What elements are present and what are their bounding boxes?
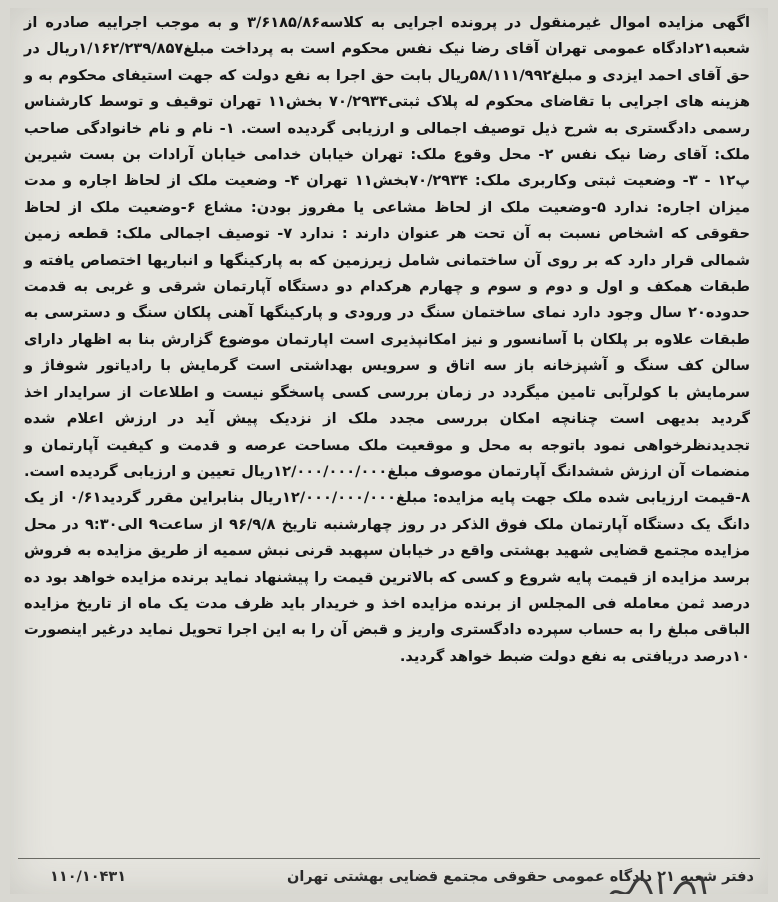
issuing-office: دفتر شعبه ۲۱ دادگاه عمومی حقوقی مجتمع قضایی بهشتی تهران — [286, 869, 754, 885]
notice-body: اگهی مزایده اموال غیرمنقول در پرونده اجرایی به کلاسه۳/۶۱۸۵/۸۶ و به موجب اجراییه صادره از شعبه۲۱دادگاه عمومی تهران آقای رضا نیک نفس محکوم است به پرداخت مبلغ۱/۱۶۲/۲۳۹/۸۵۷ریال در حق آقای احمد ایزدی و مبلغ۵۸/۱۱۱/۹۹۲ریال بابت حق اجرا به نفع دولت که جهت استیفای محکوم به و هزینه های اجرایی با تقاضای محکوم له پلاک ثبتی۷۰/۲۹۳۴ بخش۱۱ تهران توقیف و توسط کارشناس رسمی دادگستری به شرح ذیل توصیف اجمالی و ارزیابی گردیده است. ۱- نام و نام خانوادگی صاحب ملک: آقای رضا نیک نفس ۲- محل وقوع ملک: تهران خیابان خدامی خیابان آرادات بن بست شیرین پ۱۲ - ۳- وضعیت ثبتی وکاربری ملک: ۷۰/۲۹۳۴بخش۱۱ تهران ۴- وضعیت ملک از لحاظ اجاره و مدت میزان اجاره: ندارد ۵-وضعیت ملک از لحاظ مشاعی یا مفروز بودن: مشاع ۶-وضعیت ملک از لحاظ حقوقی که اشخاص نسبت به آن تحت هر عنوان دارند : ندارد ۷- توصیف اجمالی ملک: قطعه زمین شمالی قرار دارد که بر روی آن ساختمانی شامل زیرزمین که به پارکینگها و انباریها اختصاص یافته و طبقات همکف و اول و دوم و سوم و چهارم هرکدام دو دستگاه آپارتمان شرقی و غربی به قدمت حدوده۲۰ سال وجود دارد نمای ساختمان سنگ در ورودی و پارکینگها آهنی پلکان سنگ و دسترسی به طبقات علاوه بر پلکان با آسانسور و نیز امکانپذیری است اپارتمان موضوع گزارش بنا به اظهار دارای سالن کف سنگ و آشپزخانه باز سه اتاق و سرویس بهداشتی است گرمایش با رادیاتور شوفاژ و سرمایش با کولرآبی تامین میگردد در زمان بررسی کسی پاسخگو نیست و اطلاعات از سرایدار اخذ گردید بدیهی است چنانچه امکان بررسی مجدد ملک از نزدیک پیش آید در ارزش اعلام شده تجدیدنظرخواهی نمود باتوجه به محل و موقعیت ملک مساحت عرصه و قدمت و کیفیت آپارتمان و منضمات آن ارزش ششدانگ آپارتمان موصوف مبلغ۱۲/۰۰۰/۰۰۰/۰۰۰ریال تعیین و ارزیابی گردیده است. ۸-قیمت ارزیابی شده ملک جهت پایه مزایده: مبلغ۱۲/۰۰۰/۰۰۰/۰۰۰ریال بنابراین مقرر گردید۰/۶۱ از یک دانگ یک دستگاه آپارتمان ملک فوق الذکر در روز چهارشنبه تاریخ ۹۶/۹/۸ از ساعت۹ الی۹:۳۰ در محل مزایده مجتمع قضایی شهید بهشتی واقع در خیابان سپهبد قرنی نبش سمیه از طریق مزایده به فروش برسد مزایده از قیمت پایه شروع و کسی که بالاترین قیمت را پیشنهاد نماید برنده مزایده خواهد بود ده درصد ثمن معامله فی المجلس از برنده مزایده اخذ و خریدار باید ظرف مدت یک ماه از تاریخ مزایده الباقی مبلغ را به حساب سپرده دادگستری واریز و قبض آن را به این اجرا تحویل نماید درغیر اینصورت ۱۰درصد دریافتی به نفع دولت ضبط خواهد گردید. — [24, 14, 751, 665]
footer-divider — [18, 858, 760, 859]
newspaper-clipping — [10, 8, 768, 894]
notice-code: ۱۱۰/۱۰۴۳۱ — [50, 869, 127, 885]
handwritten-mark-icon — [602, 870, 722, 894]
auction-notice — [10, 8, 768, 670]
